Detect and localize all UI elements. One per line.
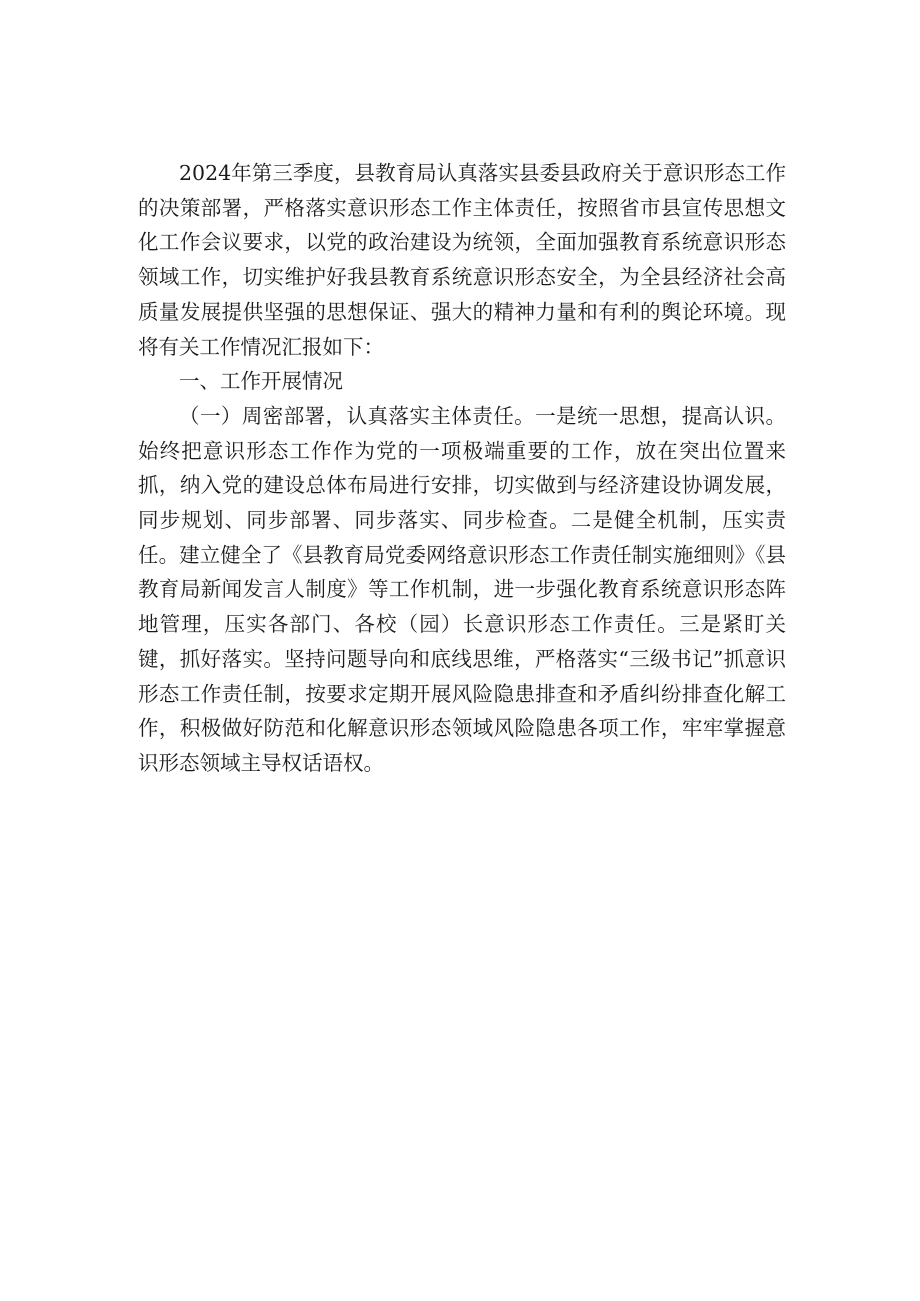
document-body bbox=[138, 156, 786, 781]
intro-paragraph: 2024年第三季度，县教育局认真落实县委县政府关于意识形态工作的决策部署，严格落实意识形态工作主体责任，按照省市县宣传思想文化工作会议要求，以党的政治建设为统领，全面加强教育系统意识形态领域工作，切实维护好我县教育系统意识形态安全，为全县经济社会高质量发展提供坚强的思想保证、强大的精神力量和有利的舆论环境。现将有关工作情况汇报如下： bbox=[138, 161, 786, 359]
section-heading: 一、工作开展情况 bbox=[179, 369, 343, 394]
subsection-paragraph: （一）周密部署，认真落实主体责任。一是统一思想，提高认识。始终把意识形态工作作为党的一项极端重要的工作，放在突出位置来抓，纳入党的建设总体布局进行安排，切实做到与经济建设协调发展，同步规划、同步部署、同步落实、同步检查。二是健全机制，压实责任。建立健全了《县教育局党委网络意识形态工作责任制实施细则》《县教育局新闻发言人制度》等工作机制，进一步强化教育系统意识形态阵地管理，压实各部门、各校（园）长意识形态工作责任。三是紧盯关键，抓好落实。坚持问题导向和底线思维，严格落实“三级书记”抓意识形态工作责任制，按要求定期开展风险隐患排查和矛盾纠纷排查化解工作，积极做好防范和化解意识形态领域风险隐患各项工作，牢牢掌握意识形态领域主导权话语权。 bbox=[138, 403, 786, 775]
